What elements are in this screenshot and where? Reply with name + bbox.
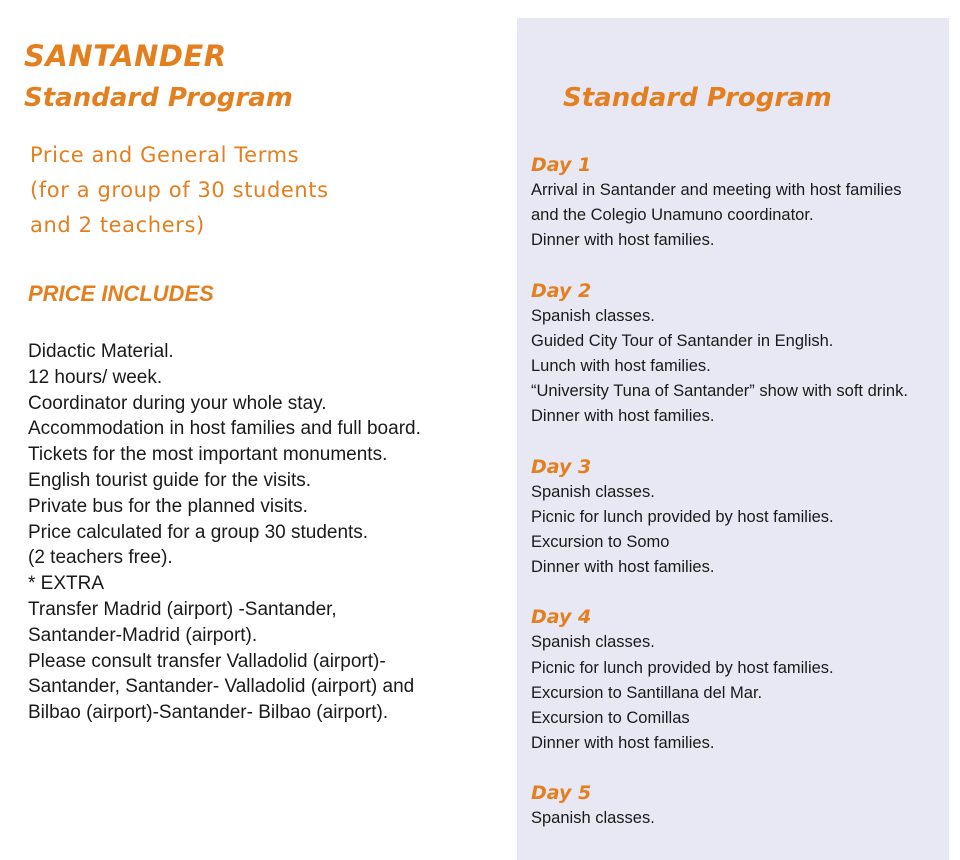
- price-terms: [30, 138, 494, 243]
- day-heading: Day 2: [531, 279, 592, 302]
- list-item: Coordinator during your whole stay.: [28, 392, 327, 414]
- price-terms-line: (for a group of 30 students: [30, 178, 329, 202]
- day-heading: Day 1: [531, 154, 592, 176]
- price-includes-heading: PRICE INCLUDES: [28, 281, 214, 306]
- list-item: English tourist guide for the visits.: [28, 469, 312, 491]
- day-activity: Excursion to Santillana del Mar.: [531, 683, 763, 702]
- day-heading: Day 3: [531, 455, 592, 478]
- program-title: Standard Program: [24, 83, 293, 113]
- list-item: Accommodation in host families and full board.: [28, 418, 421, 440]
- day-section: [531, 454, 945, 581]
- day-activity: Dinner with host families.: [531, 734, 715, 753]
- day-activity: Spanish classes.: [531, 633, 655, 652]
- list-item: (2 teachers free).: [28, 547, 173, 569]
- day-activity: Dinner with host families.: [531, 407, 715, 426]
- list-item: Bilbao (airport)-Santander- Bilbao (airport).: [28, 702, 389, 724]
- day-activity: Picnic for lunch provided by host families.: [531, 507, 834, 526]
- list-item: Private bus for the planned visits.: [28, 495, 308, 517]
- day-activity: Guided City Tour of Santander in English.: [531, 331, 834, 350]
- program-panel: [517, 18, 949, 860]
- list-item: 12 hours/ week.: [28, 366, 163, 388]
- day-activity: Excursion to Comillas: [531, 709, 690, 728]
- list-item: Please consult transfer Valladolid (airport)-: [28, 650, 386, 672]
- day-activity: Dinner with host families.: [531, 231, 715, 250]
- list-item: Price calculated for a group 30 students.: [28, 521, 369, 543]
- price-includes-list: [28, 339, 494, 726]
- price-terms-line: and 2 teachers): [30, 213, 205, 237]
- day-activity: Arrival in Santander and meeting with host families: [531, 181, 902, 199]
- day-list: [531, 152, 945, 856]
- day-activity: Excursion to Somo: [531, 533, 670, 552]
- day-activity: Spanish classes.: [531, 809, 655, 828]
- day-activity: Lunch with host families.: [531, 357, 711, 376]
- day-activity: Spanish classes.: [531, 306, 655, 325]
- list-item: * EXTRA: [28, 573, 105, 595]
- day-heading: Day 4: [531, 606, 592, 629]
- day-activity: Dinner with host families.: [531, 558, 715, 577]
- list-item: Santander, Santander- Valladolid (airport) and: [28, 676, 415, 698]
- program-panel-title: Standard Program: [563, 82, 832, 113]
- city-title: SANTANDER: [24, 39, 227, 73]
- price-terms-line: Price and General Terms: [30, 143, 300, 167]
- day-activity: Picnic for lunch provided by host families.: [531, 658, 834, 677]
- day-activity: Spanish classes.: [531, 482, 655, 501]
- list-item: Transfer Madrid (airport) -Santander,: [28, 598, 337, 620]
- list-item: Tickets for the most important monuments.: [28, 444, 388, 466]
- left-column: [24, 36, 494, 726]
- day-activity: and the Colegio Unamuno coordinator.: [531, 206, 814, 225]
- day-activity: “University Tuna of Santander” show with soft drink.: [531, 382, 908, 401]
- day-section: [531, 780, 945, 831]
- day-section: [531, 604, 945, 756]
- day-section: [531, 278, 945, 430]
- list-item: Santander-Madrid (airport).: [28, 624, 258, 646]
- list-item: Didactic Material.: [28, 341, 174, 362]
- day-heading: Day 5: [531, 782, 592, 805]
- day-section: [531, 152, 945, 254]
